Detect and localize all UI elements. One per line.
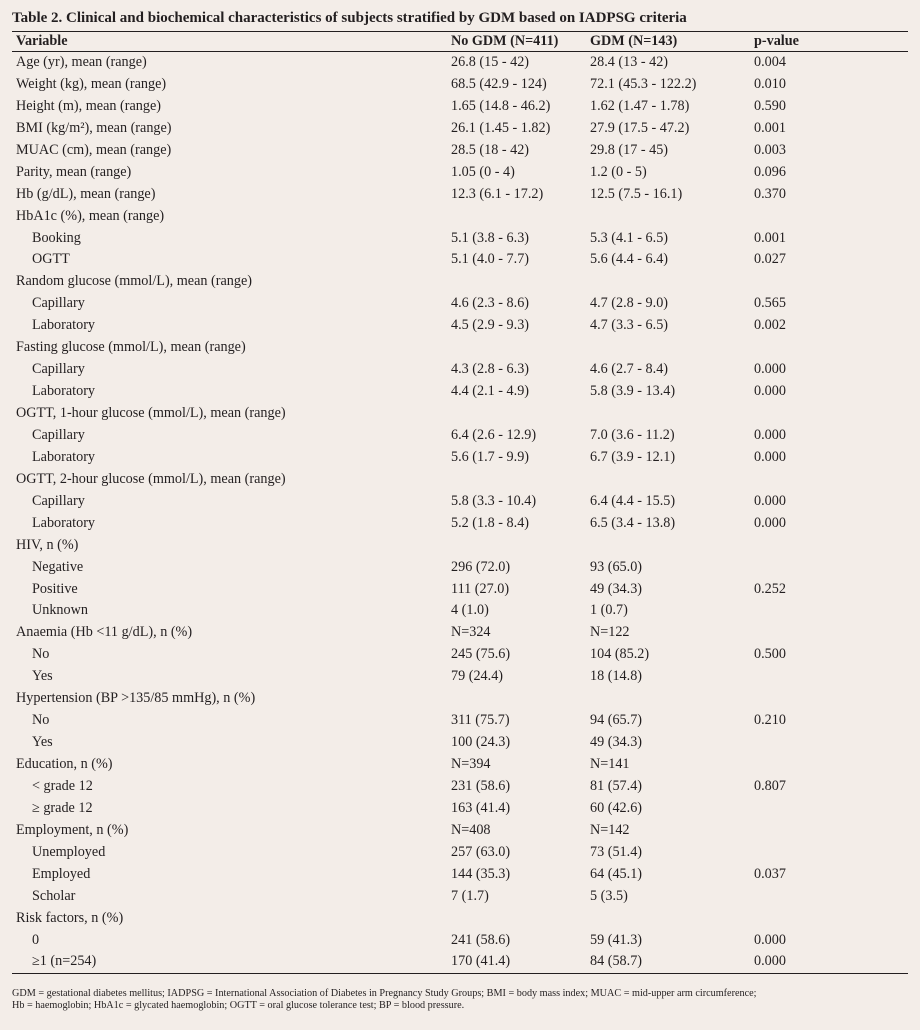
row-no-gdm-value: 7 (1.7) xyxy=(451,887,489,904)
row-p-value: 0.000 xyxy=(754,514,786,531)
table-row xyxy=(12,951,908,973)
row-label: < grade 12 xyxy=(32,777,93,794)
row-no-gdm-value: N=394 xyxy=(451,756,491,772)
row-p-value: 0.096 xyxy=(754,163,786,180)
row-p-value: 0.027 xyxy=(754,251,786,268)
row-no-gdm-value: 1.65 (14.8 - 46.2) xyxy=(451,97,551,114)
table-row xyxy=(12,315,908,337)
row-no-gdm-value: 5.6 (1.7 - 9.9) xyxy=(451,448,530,465)
row-p-value: 0.000 xyxy=(754,361,786,378)
row-gdm-value: 1.2 (0 - 5) xyxy=(590,163,647,180)
row-p-value: 0.002 xyxy=(754,317,786,334)
row-label: Education, n (%) xyxy=(16,756,113,772)
row-no-gdm-value: 4.6 (2.3 - 8.6) xyxy=(451,295,530,312)
table-row xyxy=(12,732,908,754)
row-gdm-value: 5.3 (4.1 - 6.5) xyxy=(590,229,669,246)
row-no-gdm-value: 296 (72.0) xyxy=(451,558,511,575)
row-no-gdm-value: 4 (1.0) xyxy=(451,602,489,619)
row-label: Unknown xyxy=(32,602,88,619)
row-label: ≥1 (n=254) xyxy=(32,953,97,970)
row-label: 0 xyxy=(32,931,40,948)
row-p-value: 0.210 xyxy=(754,712,786,729)
row-label: Fasting glucose (mmol/L), mean (range) xyxy=(16,339,246,356)
row-p-value: 0.001 xyxy=(754,229,786,246)
row-no-gdm-value: 1.05 (0 - 4) xyxy=(451,163,515,180)
row-p-value: 0.590 xyxy=(754,97,786,114)
row-p-value: 0.004 xyxy=(754,54,786,70)
row-p-value: 0.807 xyxy=(754,777,786,794)
row-gdm-value: N=142 xyxy=(590,821,630,838)
row-label: Hb (g/dL), mean (range) xyxy=(16,185,156,202)
row-p-value: 0.252 xyxy=(754,580,786,597)
row-label: BMI (kg/m²), mean (range) xyxy=(16,119,172,136)
row-no-gdm-value: 257 (63.0) xyxy=(451,843,511,860)
row-no-gdm-value: 100 (24.3) xyxy=(451,734,511,751)
row-p-value: 0.500 xyxy=(754,646,786,663)
header-variable: Variable xyxy=(16,33,68,49)
table-row xyxy=(12,666,908,688)
row-gdm-value: 104 (85.2) xyxy=(590,646,650,663)
row-label: No xyxy=(32,646,50,663)
row-no-gdm-value: 311 (75.7) xyxy=(451,712,510,729)
row-p-value: 0.000 xyxy=(754,426,786,443)
row-no-gdm-value: 68.5 (42.9 - 124) xyxy=(451,75,547,92)
row-label: Yes xyxy=(32,668,53,685)
row-p-value: 0.003 xyxy=(754,141,786,158)
row-gdm-value: 6.5 (3.4 - 13.8) xyxy=(590,514,676,531)
row-label: Capillary xyxy=(32,295,85,312)
row-p-value: 0.010 xyxy=(754,75,786,92)
table-row xyxy=(12,228,908,250)
row-no-gdm-value: 79 (24.4) xyxy=(451,668,504,685)
row-gdm-value: N=141 xyxy=(590,756,630,772)
row-gdm-value: N=122 xyxy=(590,624,630,641)
row-gdm-value: 64 (45.1) xyxy=(590,865,643,882)
row-label: No xyxy=(32,712,50,729)
row-gdm-value: 4.7 (3.3 - 6.5) xyxy=(590,317,669,334)
row-no-gdm-value: 5.2 (1.8 - 8.4) xyxy=(451,514,530,531)
table-row xyxy=(12,864,908,886)
table-row xyxy=(12,96,908,118)
row-no-gdm-value: 170 (41.4) xyxy=(451,953,511,970)
row-label: Anaemia (Hb <11 g/dL), n (%) xyxy=(16,624,193,641)
row-label: Unemployed xyxy=(32,843,106,860)
row-no-gdm-value: 5.8 (3.3 - 10.4) xyxy=(451,492,537,509)
row-no-gdm-value: N=324 xyxy=(451,624,491,641)
footnote-line-1: GDM = gestational diabetes mellitus; IADPSG = International Association of Diabetes in Pregnancy Study Groups; BMI = body mass index; MUAC = mid-upper arm circumference; xyxy=(12,988,757,999)
row-label: Employment, n (%) xyxy=(16,821,129,838)
row-label: Employed xyxy=(32,865,91,882)
row-label: ≥ grade 12 xyxy=(32,799,93,816)
row-p-value: 0.565 xyxy=(754,295,786,312)
row-label: Hypertension (BP >135/85 mmHg), n (%) xyxy=(16,690,256,707)
row-gdm-value: 5.6 (4.4 - 6.4) xyxy=(590,251,669,268)
row-p-value: 0.001 xyxy=(754,119,786,136)
row-gdm-value: 12.5 (7.5 - 16.1) xyxy=(590,185,683,202)
row-label: Positive xyxy=(32,580,78,597)
row-gdm-value: 4.7 (2.8 - 9.0) xyxy=(590,295,669,312)
row-gdm-value: 18 (14.8) xyxy=(590,668,643,685)
table-row xyxy=(12,469,908,491)
row-label: OGTT, 2-hour glucose (mmol/L), mean (range) xyxy=(16,470,286,487)
row-p-value: 0.000 xyxy=(754,931,786,948)
row-label: Yes xyxy=(32,734,53,751)
row-gdm-value: 5 (3.5) xyxy=(590,887,628,904)
footnote-line-2: Hb = haemoglobin; HbA1c = glycated haemoglobin; OGTT = oral glucose tolerance test; BP = blood pressure. xyxy=(12,1000,465,1011)
row-no-gdm-value: 4.5 (2.9 - 9.3) xyxy=(451,317,530,334)
table-row xyxy=(12,754,908,776)
table-row xyxy=(12,447,908,469)
row-p-value: 0.000 xyxy=(754,492,786,509)
table-row xyxy=(12,74,908,96)
row-label: Negative xyxy=(32,558,84,575)
table-row xyxy=(12,140,908,162)
row-no-gdm-value: 111 (27.0) xyxy=(451,580,510,597)
row-label: Laboratory xyxy=(32,448,96,465)
row-label: MUAC (cm), mean (range) xyxy=(16,141,172,158)
row-label: Random glucose (mmol/L), mean (range) xyxy=(16,273,252,290)
row-label: Capillary xyxy=(32,492,85,509)
row-gdm-value: 72.1 (45.3 - 122.2) xyxy=(590,75,697,92)
table-row xyxy=(12,184,908,206)
row-label: Weight (kg), mean (range) xyxy=(16,75,167,92)
row-p-value: 0.037 xyxy=(754,865,786,882)
row-gdm-value: 1 (0.7) xyxy=(590,602,628,619)
row-no-gdm-value: 144 (35.3) xyxy=(451,865,511,882)
table-row xyxy=(12,403,908,425)
table-row xyxy=(12,359,908,381)
table-row xyxy=(12,293,908,315)
table-row xyxy=(12,798,908,820)
row-label: OGTT, 1-hour glucose (mmol/L), mean (range) xyxy=(16,405,286,421)
table-row xyxy=(12,644,908,666)
row-label: HbA1c (%), mean (range) xyxy=(16,207,165,224)
row-gdm-value: 5.8 (3.9 - 13.4) xyxy=(590,383,676,400)
row-gdm-value: 84 (58.7) xyxy=(590,953,643,970)
row-label: Height (m), mean (range) xyxy=(16,97,161,114)
row-no-gdm-value: 4.4 (2.1 - 4.9) xyxy=(451,383,530,400)
row-gdm-value: 73 (51.4) xyxy=(590,843,643,860)
row-p-value: 0.000 xyxy=(754,448,786,465)
table-row xyxy=(12,206,908,228)
table-body xyxy=(12,52,908,973)
row-gdm-value: 49 (34.3) xyxy=(590,734,643,751)
row-gdm-value: 81 (57.4) xyxy=(590,777,643,794)
row-no-gdm-value: 5.1 (4.0 - 7.7) xyxy=(451,251,530,268)
row-no-gdm-value: 6.4 (2.6 - 12.9) xyxy=(451,426,537,443)
row-label: OGTT xyxy=(32,251,70,268)
row-label: HIV, n (%) xyxy=(16,536,79,553)
row-label: Laboratory xyxy=(32,514,96,531)
row-no-gdm-value: 28.5 (18 - 42) xyxy=(451,141,530,158)
row-label: Laboratory xyxy=(32,383,96,400)
table-row xyxy=(12,622,908,644)
characteristics-table xyxy=(12,31,908,974)
row-p-value: 0.370 xyxy=(754,185,786,202)
table-row xyxy=(12,820,908,842)
row-no-gdm-value: 5.1 (3.8 - 6.3) xyxy=(451,229,530,246)
row-gdm-value: 60 (42.6) xyxy=(590,799,643,816)
table-row xyxy=(12,271,908,293)
row-no-gdm-value: 4.3 (2.8 - 6.3) xyxy=(451,361,530,378)
row-no-gdm-value: 26.1 (1.45 - 1.82) xyxy=(451,119,551,136)
table-row xyxy=(12,162,908,184)
row-p-value: 0.000 xyxy=(754,383,786,400)
row-p-value: 0.000 xyxy=(754,953,786,970)
row-label: Scholar xyxy=(32,887,76,904)
table-row xyxy=(12,930,908,952)
table-row xyxy=(12,249,908,271)
table-row xyxy=(12,513,908,535)
row-no-gdm-value: 163 (41.4) xyxy=(451,799,511,816)
row-no-gdm-value: 245 (75.6) xyxy=(451,646,511,663)
row-gdm-value: 1.62 (1.47 - 1.78) xyxy=(590,97,690,114)
table-caption: Table 2. Clinical and biochemical characteristics of subjects stratified by GDM based on IADPSG criteria xyxy=(12,10,687,26)
table-row xyxy=(12,710,908,732)
row-label: Capillary xyxy=(32,361,85,378)
table-header-row xyxy=(12,32,908,52)
table-row xyxy=(12,52,908,74)
row-gdm-value: 94 (65.7) xyxy=(590,712,643,729)
row-gdm-value: 93 (65.0) xyxy=(590,558,643,575)
row-no-gdm-value: 12.3 (6.1 - 17.2) xyxy=(451,185,544,202)
row-gdm-value: 49 (34.3) xyxy=(590,580,643,597)
row-gdm-value: 29.8 (17 - 45) xyxy=(590,141,669,158)
row-no-gdm-value: 26.8 (15 - 42) xyxy=(451,54,530,70)
table-row xyxy=(12,491,908,513)
table-row xyxy=(12,886,908,908)
row-label: Laboratory xyxy=(32,317,96,334)
row-gdm-value: 4.6 (2.7 - 8.4) xyxy=(590,361,669,378)
row-gdm-value: 59 (41.3) xyxy=(590,931,643,948)
row-gdm-value: 7.0 (3.6 - 11.2) xyxy=(590,426,675,443)
row-no-gdm-value: 241 (58.6) xyxy=(451,931,511,948)
header-gdm: GDM (N=143) xyxy=(590,33,678,49)
table-row xyxy=(12,600,908,622)
table-row xyxy=(12,908,908,930)
row-label: Age (yr), mean (range) xyxy=(16,54,147,70)
row-gdm-value: 28.4 (13 - 42) xyxy=(590,54,669,70)
table-row xyxy=(12,425,908,447)
row-label: Capillary xyxy=(32,426,85,443)
row-label: Booking xyxy=(32,229,81,246)
row-gdm-value: 6.7 (3.9 - 12.1) xyxy=(590,448,676,465)
row-label: Parity, mean (range) xyxy=(16,163,132,180)
row-no-gdm-value: N=408 xyxy=(451,821,491,838)
table-row xyxy=(12,381,908,403)
table-row xyxy=(12,337,908,359)
table-row xyxy=(12,776,908,798)
table-row xyxy=(12,579,908,601)
table-row xyxy=(12,688,908,710)
row-gdm-value: 6.4 (4.4 - 15.5) xyxy=(590,492,676,509)
table-footnote xyxy=(12,988,902,1012)
table-row xyxy=(12,118,908,140)
row-gdm-value: 27.9 (17.5 - 47.2) xyxy=(590,119,690,136)
row-label: Risk factors, n (%) xyxy=(16,909,124,926)
row-no-gdm-value: 231 (58.6) xyxy=(451,777,511,794)
table-row xyxy=(12,535,908,557)
table-row xyxy=(12,842,908,864)
header-p-value: p-value xyxy=(754,33,799,49)
header-no-gdm: No GDM (N=411) xyxy=(451,33,559,49)
table-row xyxy=(12,557,908,579)
